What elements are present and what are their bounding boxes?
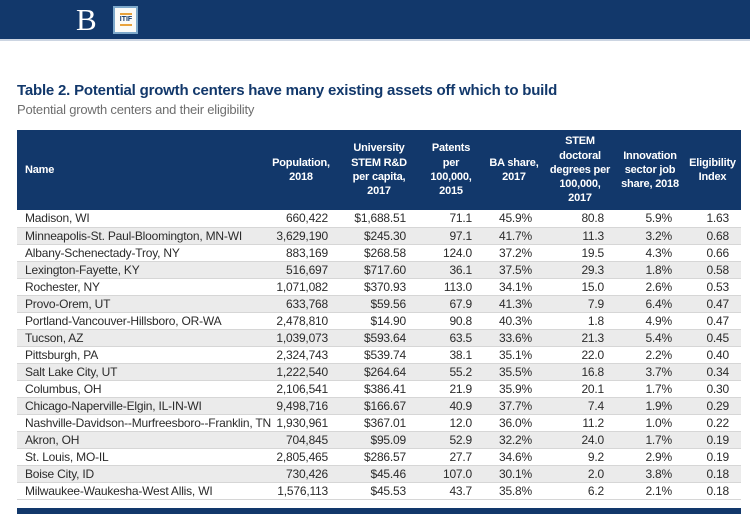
value-cell: 0.18 <box>684 465 741 482</box>
value-cell: 0.66 <box>684 244 741 261</box>
growth-centers-table-container <box>17 130 741 500</box>
metro-name-cell: Madison, WI <box>17 210 262 227</box>
value-cell: 730,426 <box>262 465 340 482</box>
value-cell: 516,697 <box>262 261 340 278</box>
column-header-4: BA share, 2017 <box>484 130 544 210</box>
value-cell: $166.67 <box>340 397 418 414</box>
value-cell: 0.45 <box>684 329 741 346</box>
metro-name-cell: Chicago-Naperville-Elgin, IL-IN-WI <box>17 397 262 414</box>
value-cell: 29.3 <box>544 261 616 278</box>
value-cell: $95.09 <box>340 431 418 448</box>
value-cell: $717.60 <box>340 261 418 278</box>
value-cell: 15.0 <box>544 278 616 295</box>
value-cell: 40.3% <box>484 312 544 329</box>
table-title: Table 2. Potential growth centers have many existing assets off which to build <box>17 82 558 99</box>
table-row <box>17 312 741 329</box>
value-cell: 71.1 <box>418 210 484 227</box>
value-cell: 3.8% <box>616 465 684 482</box>
value-cell: 22.0 <box>544 346 616 363</box>
value-cell: 27.7 <box>418 448 484 465</box>
value-cell: 20.1 <box>544 380 616 397</box>
column-header-0: Name <box>17 130 262 210</box>
value-cell: 0.18 <box>684 482 741 499</box>
value-cell: $539.74 <box>340 346 418 363</box>
value-cell: 67.9 <box>418 295 484 312</box>
metro-name-cell: Milwaukee-Waukesha-West Allis, WI <box>17 482 262 499</box>
metro-name-cell: Lexington-Fayette, KY <box>17 261 262 278</box>
value-cell: 0.34 <box>684 363 741 380</box>
value-cell: 0.19 <box>684 431 741 448</box>
metro-name-cell: Columbus, OH <box>17 380 262 397</box>
value-cell: 97.1 <box>418 227 484 244</box>
value-cell: 0.22 <box>684 414 741 431</box>
value-cell: $367.01 <box>340 414 418 431</box>
value-cell: 35.9% <box>484 380 544 397</box>
table-subtitle: Potential growth centers and their eligibility <box>17 102 255 117</box>
value-cell: 52.9 <box>418 431 484 448</box>
metro-name-cell: Minneapolis-St. Paul-Bloomington, MN-WI <box>17 227 262 244</box>
metro-name-cell: Pittsburgh, PA <box>17 346 262 363</box>
value-cell: 21.3 <box>544 329 616 346</box>
value-cell: 2,805,465 <box>262 448 340 465</box>
value-cell: 3.7% <box>616 363 684 380</box>
value-cell: 0.40 <box>684 346 741 363</box>
value-cell: 2,324,743 <box>262 346 340 363</box>
value-cell: 16.8 <box>544 363 616 380</box>
column-header-5: STEM doctoral degrees per 100,000, 2017 <box>544 130 616 210</box>
next-section-header-strip <box>17 508 741 514</box>
value-cell: 113.0 <box>418 278 484 295</box>
value-cell: 80.8 <box>544 210 616 227</box>
value-cell: 24.0 <box>544 431 616 448</box>
value-cell: 40.9 <box>418 397 484 414</box>
value-cell: 34.1% <box>484 278 544 295</box>
value-cell: $59.56 <box>340 295 418 312</box>
table-row <box>17 227 741 244</box>
table-row <box>17 465 741 482</box>
value-cell: 1,576,113 <box>262 482 340 499</box>
value-cell: 6.4% <box>616 295 684 312</box>
value-cell: 6.2 <box>544 482 616 499</box>
value-cell: 37.7% <box>484 397 544 414</box>
column-header-2: University STEM R&D per capita, 2017 <box>340 130 418 210</box>
value-cell: 35.8% <box>484 482 544 499</box>
table-row <box>17 346 741 363</box>
table-row <box>17 431 741 448</box>
value-cell: 4.3% <box>616 244 684 261</box>
value-cell: 1.9% <box>616 397 684 414</box>
value-cell: $386.41 <box>340 380 418 397</box>
table-row <box>17 210 741 227</box>
value-cell: 1,930,961 <box>262 414 340 431</box>
value-cell: $245.30 <box>340 227 418 244</box>
value-cell: 36.1 <box>418 261 484 278</box>
metro-name-cell: Salt Lake City, UT <box>17 363 262 380</box>
value-cell: 45.9% <box>484 210 544 227</box>
table-row <box>17 295 741 312</box>
value-cell: 2,106,541 <box>262 380 340 397</box>
value-cell: $14.90 <box>340 312 418 329</box>
value-cell: 2.6% <box>616 278 684 295</box>
brand-header-bar <box>0 0 750 41</box>
value-cell: 2.9% <box>616 448 684 465</box>
value-cell: 1.7% <box>616 380 684 397</box>
metro-name-cell: Albany-Schenectady-Troy, NY <box>17 244 262 261</box>
value-cell: 19.5 <box>544 244 616 261</box>
value-cell: 7.4 <box>544 397 616 414</box>
itif-logo[interactable] <box>113 6 138 34</box>
value-cell: 124.0 <box>418 244 484 261</box>
value-cell: 704,845 <box>262 431 340 448</box>
value-cell: 5.4% <box>616 329 684 346</box>
value-cell: 11.2 <box>544 414 616 431</box>
value-cell: $264.64 <box>340 363 418 380</box>
table-row <box>17 261 741 278</box>
value-cell: 63.5 <box>418 329 484 346</box>
value-cell: 36.0% <box>484 414 544 431</box>
value-cell: 1,039,073 <box>262 329 340 346</box>
itif-logo-text: ITIF <box>120 13 132 26</box>
value-cell: 30.1% <box>484 465 544 482</box>
value-cell: 0.30 <box>684 380 741 397</box>
value-cell: $286.57 <box>340 448 418 465</box>
value-cell: 37.5% <box>484 261 544 278</box>
value-cell: 1.63 <box>684 210 741 227</box>
table-row <box>17 448 741 465</box>
value-cell: 0.47 <box>684 312 741 329</box>
metro-name-cell: Akron, OH <box>17 431 262 448</box>
value-cell: 1.7% <box>616 431 684 448</box>
metro-name-cell: Provo-Orem, UT <box>17 295 262 312</box>
table-row <box>17 482 741 499</box>
value-cell: 12.0 <box>418 414 484 431</box>
value-cell: $370.93 <box>340 278 418 295</box>
value-cell: 41.7% <box>484 227 544 244</box>
value-cell: 33.6% <box>484 329 544 346</box>
table-body <box>17 210 741 499</box>
value-cell: 3.2% <box>616 227 684 244</box>
column-header-1: Population, 2018 <box>262 130 340 210</box>
metro-name-cell: Portland-Vancouver-Hillsboro, OR-WA <box>17 312 262 329</box>
value-cell: 0.29 <box>684 397 741 414</box>
table-row <box>17 244 741 261</box>
metro-name-cell: St. Louis, MO-IL <box>17 448 262 465</box>
value-cell: 2.2% <box>616 346 684 363</box>
value-cell: 43.7 <box>418 482 484 499</box>
value-cell: 1,071,082 <box>262 278 340 295</box>
value-cell: 9.2 <box>544 448 616 465</box>
value-cell: 1.0% <box>616 414 684 431</box>
value-cell: 0.47 <box>684 295 741 312</box>
value-cell: 9,498,716 <box>262 397 340 414</box>
value-cell: 883,169 <box>262 244 340 261</box>
value-cell: 4.9% <box>616 312 684 329</box>
value-cell: 35.1% <box>484 346 544 363</box>
value-cell: 21.9 <box>418 380 484 397</box>
table-row <box>17 397 741 414</box>
metro-name-cell: Tucson, AZ <box>17 329 262 346</box>
table-row <box>17 380 741 397</box>
value-cell: 90.8 <box>418 312 484 329</box>
value-cell: 11.3 <box>544 227 616 244</box>
value-cell: 107.0 <box>418 465 484 482</box>
value-cell: 0.19 <box>684 448 741 465</box>
value-cell: 633,768 <box>262 295 340 312</box>
value-cell: 1.8 <box>544 312 616 329</box>
value-cell: $268.58 <box>340 244 418 261</box>
value-cell: $45.53 <box>340 482 418 499</box>
growth-centers-table <box>17 130 741 500</box>
value-cell: 32.2% <box>484 431 544 448</box>
value-cell: 1,222,540 <box>262 363 340 380</box>
value-cell: $1,688.51 <box>340 210 418 227</box>
metro-name-cell: Rochester, NY <box>17 278 262 295</box>
table-row <box>17 278 741 295</box>
value-cell: 55.2 <box>418 363 484 380</box>
value-cell: 7.9 <box>544 295 616 312</box>
value-cell: 35.5% <box>484 363 544 380</box>
value-cell: 0.53 <box>684 278 741 295</box>
metro-name-cell: Nashville-Davidson--Murfreesboro--Franklin, TN <box>17 414 262 431</box>
value-cell: 1.8% <box>616 261 684 278</box>
value-cell: 2.1% <box>616 482 684 499</box>
header-row <box>17 130 741 210</box>
value-cell: 0.68 <box>684 227 741 244</box>
column-header-6: Innovation sector job share, 2018 <box>616 130 684 210</box>
column-header-7: Eligibility Index <box>684 130 741 210</box>
value-cell: $45.46 <box>340 465 418 482</box>
value-cell: 0.58 <box>684 261 741 278</box>
value-cell: 2,478,810 <box>262 312 340 329</box>
table-row <box>17 329 741 346</box>
value-cell: 3,629,190 <box>262 227 340 244</box>
column-header-3: Patents per 100,000, 2015 <box>418 130 484 210</box>
metro-name-cell: Boise City, ID <box>17 465 262 482</box>
value-cell: 38.1 <box>418 346 484 363</box>
value-cell: 2.0 <box>544 465 616 482</box>
value-cell: 37.2% <box>484 244 544 261</box>
value-cell: 41.3% <box>484 295 544 312</box>
brookings-b-logo[interactable]: B <box>76 2 97 37</box>
value-cell: 34.6% <box>484 448 544 465</box>
table-row <box>17 363 741 380</box>
table-row <box>17 414 741 431</box>
value-cell: 660,422 <box>262 210 340 227</box>
value-cell: 5.9% <box>616 210 684 227</box>
value-cell: $593.64 <box>340 329 418 346</box>
